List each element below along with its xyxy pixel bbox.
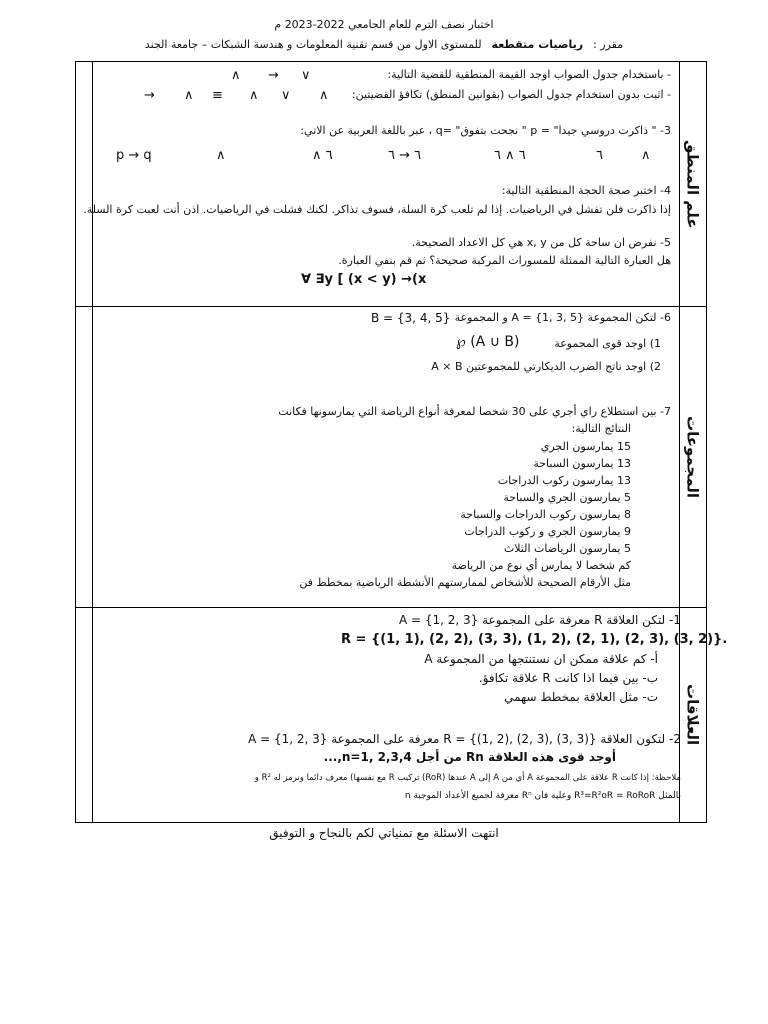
relations-q2: 2- لتكون العلاقة R = {(1, 2), (2, 3), (3, 3)} معرفة على المجموعة A = {1, 2, 3} bbox=[248, 732, 681, 746]
logic-q4-body: إذا ذاكرت فلن تفشل في الرياضيات. إذا لم تلعب كرة السلة، فسوف تذاكر. لكنك فشلت في الرياضيات. اذن أنت لعبت كرة السلة. bbox=[83, 203, 671, 216]
result-item: 5 يمارسون الجري والسباحة bbox=[503, 491, 631, 504]
q3-item-5: ٦ ∧ ٦ bbox=[494, 148, 526, 163]
relations-q1-c: ت- مثل العلاقة بمخطط سهمي bbox=[504, 690, 658, 704]
sets-q6-1: 1) اوجد قوى المجموعة bbox=[554, 337, 661, 350]
relations-q1-b: ب- بين فيما اذا كانت R علاقة تكافؤ. bbox=[478, 671, 658, 685]
course-label: مقرر : bbox=[593, 38, 624, 51]
q1a-symbol-and: ∧ bbox=[231, 68, 241, 83]
result-item: 5 يمارسون الرياضات الثلاث bbox=[503, 542, 631, 555]
q1b-symbol-6: ∧ bbox=[319, 88, 329, 103]
relations-q1-a: أ- كم علاقة ممكن ان نستنتجها من المجموعة A bbox=[424, 652, 658, 666]
level-text: للمستوى الاول من قسم تقنية المعلومات و هندسة الشبكات – جامعة الجند bbox=[144, 38, 482, 51]
logic-q3: 3- " ذاكرت دروسي جيدا" = p " نجحت بتفوق" =q ، عبر باللغة العربية عن الاتي: bbox=[300, 124, 671, 137]
closing-message: انتهت الاسئلة مع تمنياتي لكم بالنجاح و التوفيق bbox=[269, 826, 499, 840]
result-item: 13 يمارسون السباحة bbox=[533, 457, 631, 470]
section-label-sets: المجموعات bbox=[683, 415, 702, 499]
sets-q7: 7- بين استطلاع راي أجري على 30 شخصا لمعرفة أنواع الرياضة التي يمارسونها فكانت bbox=[278, 405, 671, 418]
q3-item-3: ∧ ٦ bbox=[312, 148, 333, 163]
logic-q5-body: هل العبارة التالية الممثلة للمسورات المركبة صحيحة؟ ثم قم بنفي العبارة. bbox=[338, 254, 671, 267]
result-item: 15 يمارسون الجري bbox=[540, 440, 631, 453]
q3-item-4: ٦ → ٦ bbox=[388, 148, 422, 163]
result-item: 9 يمارسون الجري و ركوب الدراجات bbox=[464, 525, 631, 538]
section-divider-1 bbox=[76, 306, 706, 307]
logic-q1a: - باستخدام جدول الصواب اوجد القيمة المنطقية للقضية التالية: bbox=[387, 68, 671, 81]
relations-q1: 1- لتكن العلاقة R معرفة على المجموعة A = {1, 2, 3} bbox=[398, 613, 681, 627]
section-label-logic: علم المنطق bbox=[683, 139, 702, 229]
q3-item-7: ∧ bbox=[641, 148, 651, 163]
q3-item-1: p → q bbox=[116, 148, 152, 163]
exam-frame bbox=[75, 61, 728, 823]
exam-title: اختبار نصف الترم للعام الجامعي 2022-2023 م bbox=[274, 18, 494, 31]
sets-q6-2: 2) اوجد ناتج الضرب الديكارتي للمجموعتين A × B bbox=[431, 360, 661, 373]
sets-power-expr: ℘ (A ∪ B) bbox=[456, 334, 520, 350]
section-divider-2 bbox=[76, 607, 706, 608]
relations-note-1: ملاحظة: إذا كانت R علاقة على المجموعة A أي من A إلى A عندها (RoR) تركيب R مع نفسها) معرف دائما ونرمز له R² و bbox=[254, 773, 681, 783]
left-margin-line bbox=[92, 62, 93, 822]
result-item: 8 يمارسون ركوب الدراجات والسباحة bbox=[460, 508, 631, 521]
sets-q6: 6- لتكن المجموعة A = {1, 3, 5} و المجموعة bbox=[454, 311, 671, 324]
sets-q7-ask1: كم شخصا لا يمارس أي نوع من الرياضة bbox=[451, 559, 631, 572]
relations-q2-ask: أوجد قوى هذه العلاقة Rn من أجل n=1, 2,3,4,... bbox=[323, 750, 616, 764]
relations-note-2: بالمثل R³=R²oR = RoRoR وعليه فان Rⁿ معرفة لجميع الأعداد الموجبة n bbox=[404, 791, 681, 801]
relations-r-set: R = {(1, 1), (2, 2), (3, 3), (1, 2), (2, 1), (2, 3), (3, 2)}. bbox=[341, 632, 728, 647]
sets-q7-ask2: مثل الأرقام الصحيحة للأشخاص لممارستهم الأنشطة الرياضية بمخطط فن bbox=[299, 576, 631, 589]
q1a-symbol-or: ∨ bbox=[301, 68, 311, 83]
q1b-symbol-1: → bbox=[144, 88, 155, 103]
logic-q1b: - اثبت بدون استخدام جدول الصواب (بقوانين المنطق) تكافؤ القضيتين: bbox=[351, 88, 671, 101]
sets-q7-intro: النتائج التالية: bbox=[571, 422, 631, 435]
section-label-relations: العلاقات bbox=[683, 684, 702, 746]
q5-formula: ∀ ∃y [ (x < y) →(x bbox=[301, 272, 427, 287]
q1b-symbol-3: ≡ bbox=[212, 88, 223, 103]
q1b-symbol-2: ∧ bbox=[184, 88, 194, 103]
q1a-symbol-implies: → bbox=[268, 68, 279, 83]
q1b-symbol-4: ∧ bbox=[249, 88, 259, 103]
q3-item-2: ∧ bbox=[216, 148, 226, 163]
course-name: رياضيات متقطعة bbox=[491, 38, 584, 51]
logic-q4: 4- اختبر صحة الحجة المنطقية التالية: bbox=[501, 184, 671, 197]
logic-q5: 5- نفرض ان ساحة كل من x, y هي كل الاعداد الصحيحة. bbox=[411, 236, 671, 249]
q1b-symbol-5: ∨ bbox=[281, 88, 291, 103]
course-line bbox=[0, 38, 768, 51]
q3-item-6: ٦ bbox=[596, 148, 603, 163]
result-item: 13 يمارسون ركوب الدراجات bbox=[497, 474, 631, 487]
sets-b-definition: B = {3, 4, 5} bbox=[371, 311, 451, 325]
